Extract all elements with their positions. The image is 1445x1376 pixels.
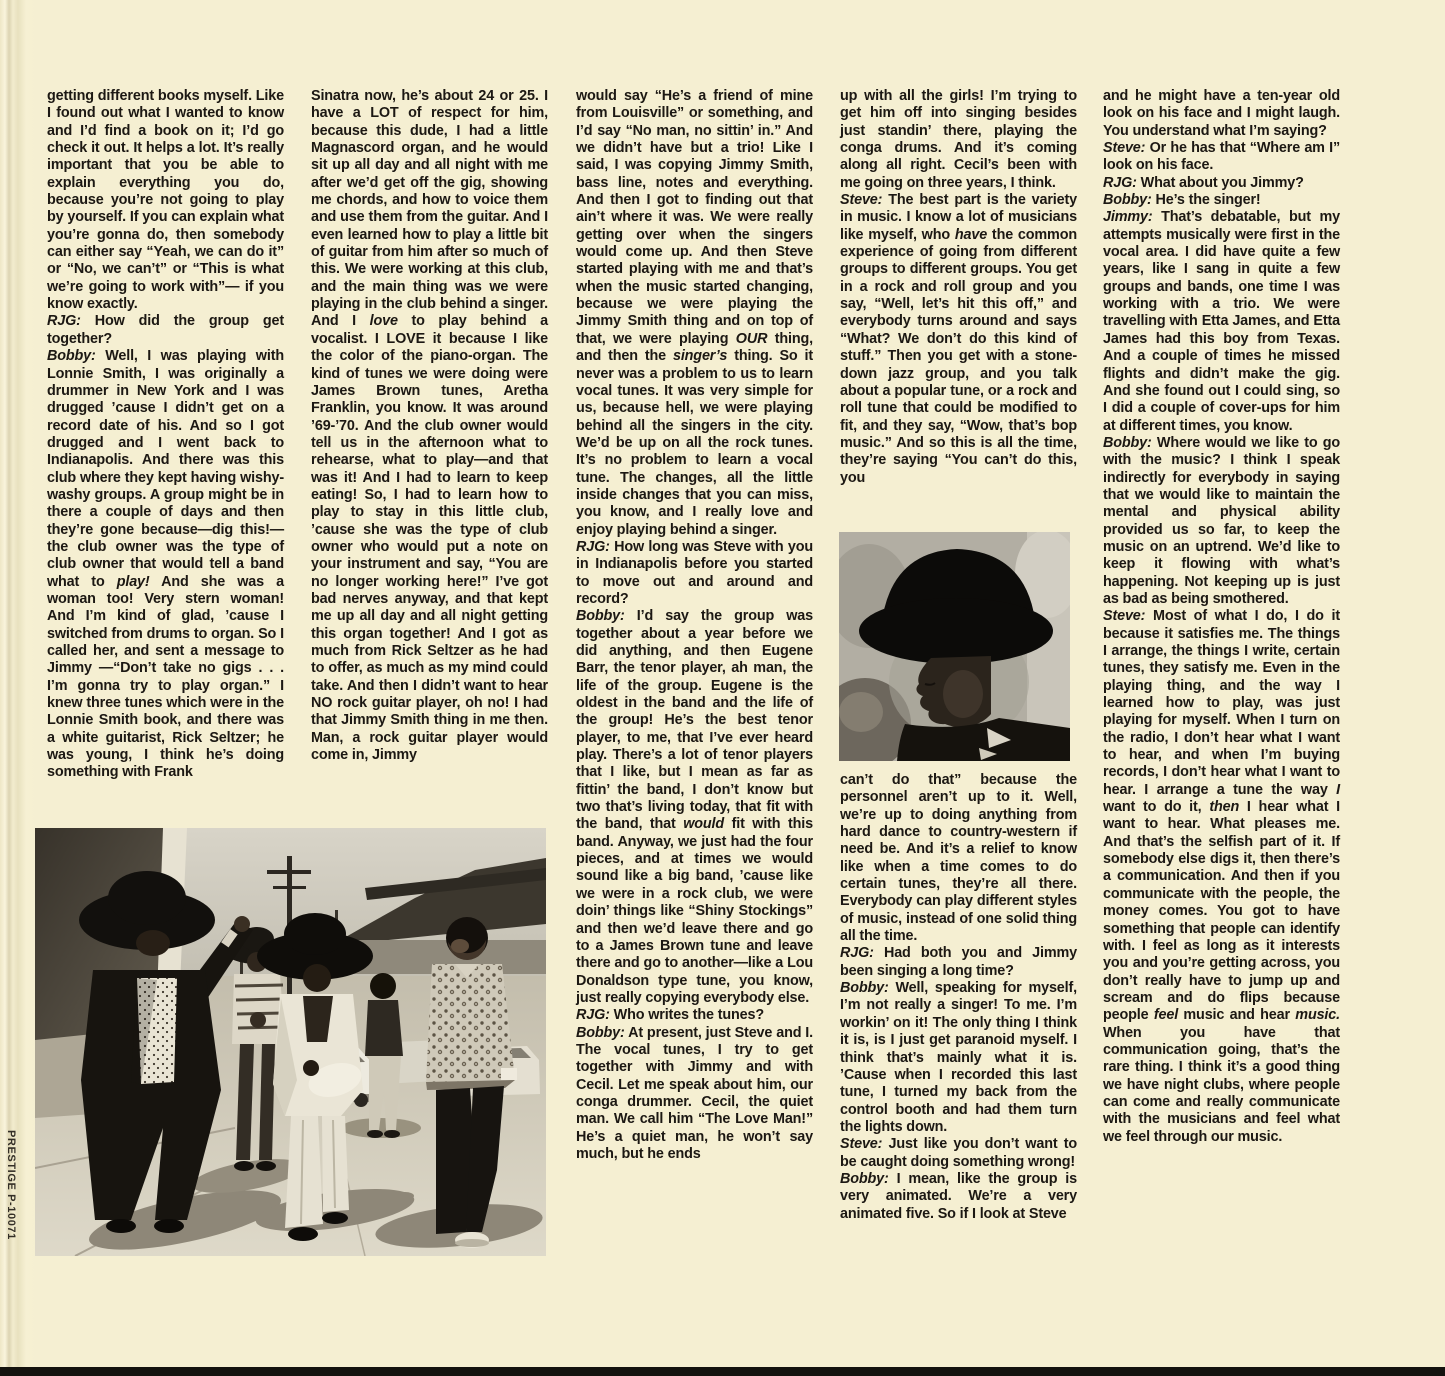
band-street-photo bbox=[35, 828, 546, 1256]
paragraph: RJG: What about you Jimmy? bbox=[1103, 174, 1304, 191]
paragraph: and he might have a ten-year old look on his face and I might laugh. You understand what I’m saying? bbox=[1103, 88, 1340, 139]
profile-hat-photo bbox=[839, 532, 1070, 761]
text-column-4-lower bbox=[840, 772, 1077, 1223]
paragraph: Sinatra now, he’s about 24 or 25. I have a LOT of respect for him, because this dude, I had a little Magnascord organ, and he would sit up all day and all night with me after we’d get off the gig, showing me chords, and how to voice them and use them from the guitar. And I even learned how to play a little bit of guitar from him after so much of this. We were working at this club, and the main thing was we were playing in the club behind a singer. And I love to play behind a vocalist. I LOVE it because I like the color of the piano-organ. The kind of tunes we were doing were James Brown tunes, Aretha Franklin, you know. It was around ’69-’70. And the club owner would tell us in the afternoon what to rehearse, what to play—and that was it! And I had to learn to keep eating! So, I had to learn how to play to stay in this little club, ’cause she was the type of club owner who would put a note on your instrument and say, “You are no longer working here!” I’ve got bad nerves anyway, and that kept me up all day and all night getting this organ together! And I got as much from Rick Seltzer as he had to offer, as much as my mind could take. And then I didn’t want to hear NO rock guitar player, oh no! I had that Jimmy Smith thing in me then. Man, a rock guitar player would come in, Jimmy bbox=[311, 88, 548, 764]
paragraph: Steve: Or he has that “Where am I” look on his face. bbox=[1103, 140, 1340, 174]
paragraph: Jimmy: That’s debatable, but my attempts musically were first in the vocal area. I did have quite a few years, like I sang in quite a few groups and bands, one time I was working with a trio. We were travelling with Etta James, and Etta James had this boy from Texas. And a couple of times he missed flights and didn’t make the gig. And she found out I could sing, so I did a couple of cover-ups for him at different times, you know. bbox=[1103, 209, 1340, 434]
paragraph: up with all the girls! I’m trying to get him off into singing besides just standin’ there, playing the conga drums. And it’s coming along all right. Cecil’s been with me going on three years, I think. bbox=[840, 88, 1077, 191]
text-column-1 bbox=[47, 88, 284, 782]
paragraph: Steve: The best part is the variety in music. I know a lot of musicians like myself, who have the common experience of going from different groups to different groups. You get in a rock and roll group and you say, “Well, let’s hit this off,” and everybody turns around and says “What? We don’t do this kind of stuff.” Then you get with a stone-down jazz group, and you talk about a popular tune, or a rock and roll tune that could be modified to fit, and they say, “Wow, that’s bop music.” And so this is all the time, they’re saying “You can’t do this, you bbox=[840, 192, 1077, 486]
text-column-4-upper bbox=[840, 88, 1077, 487]
text-column-2 bbox=[311, 88, 548, 764]
paragraph: RJG: Had both you and Jimmy been singing a long time? bbox=[840, 945, 1077, 979]
text-column-3 bbox=[576, 88, 813, 1163]
paragraph: Bobby: Well, speaking for myself, I’m not really a singer! To me. I’m workin’ on it! The only thing I think it is, is I just get paranoid myself. I think that’s mainly what it is. ’Cause when I recorded this last tune, I turned my back from the control booth and had them turn the lights down. bbox=[840, 980, 1077, 1135]
paragraph: Bobby: I’d say the group was together about a year before we did anything, and then Eugene Barr, the tenor player, ah man, the life of the group. Eugene is the oldest in the band and the life of the group! He’s the best tenor player, to me, that I’ve ever heard play. There’s a lot of tenor players that I like, but I mean as far as fittin’ the band, I don’t know but two that’s living today, that fit with the band, that would fit with this band. Anyway, we just had the four pieces, and at times we would sound like a big band, ’cause like we were in a rock club, we were doin’ things like “Shiny Stockings” and then we’d leave there and go to a James Brown tune and leave there and go to another—like a Lou Donaldson type tune, you know, just really copying everybody else. bbox=[576, 608, 813, 1006]
spine-catalog-number: PRESTIGE P-10071 bbox=[5, 1130, 17, 1240]
profile-photo-illustration bbox=[839, 532, 1070, 761]
paragraph: Bobby: I mean, like the group is very animated. We’re a very animated five. So if I look at Steve bbox=[840, 1170, 1077, 1222]
paragraph: Steve: Most of what I do, I do it because it satisfies me. The things I arrange, the things I write, certain tunes, they satisfy me. Even in the playing thing, and the way I learned how to play, was just playing for myself. When I turn on the radio, I don’t hear what I want to hear, and when I’m buying records, I don’t hear what I want to hear. I arrange a tune the way I want to do it, then I hear what I want to hear. What pleases me. And that’s the selfish part of it. If somebody else digs it, then there’s a communication. And then if you communicate with the people, the money comes. You got to have something that people can identify with. I feel as long as it interests you and you’re getting across, you don’t really have to jump up and scream and do flips because people feel music and hear music. When you have that communication going, that’s the rare thing. I think it’s a good thing we have night clubs, where people can come and really communicate with the musicians and feel what we feel through our music. bbox=[1103, 608, 1340, 1145]
paragraph: RJG: Who writes the tunes? bbox=[576, 1007, 765, 1024]
paragraph: getting different books myself. Like I found out what I wanted to know and I’d find a book on it; I’d go check it out. It helps a lot. It’s really important that you be able to explain everything you do, because you’re not going to play by yourself. If you can explain what you’re gonna do, then somebody can either say “Yeah, we can do it” or “No, we can’t” or “This is what we’re going to work with”— if you know exactly. bbox=[47, 88, 284, 313]
paragraph: RJG: How did the group get together? bbox=[47, 313, 284, 347]
paragraph: Bobby: Where would we like to go with the music? I think I speak indirectly for everybody in saying that we would like to maintain the mental and physical ability provided us so far, to keep the music on an uptrend. We’d like to keep it flowing with what’s happening. Not keeping up is just as bad as being smothered. bbox=[1103, 434, 1340, 607]
paragraph: would say “He’s a friend of mine from Louisville” or something, and I’d say “No man, no sittin’ in.” And we didn’t have but a trio! Like I said, I was copying Jimmy Smith, bass line, notes and everything. And then I got to finding out that ain’t where it was. We were really getting over when the singers would come up. And then Steve started playing with me and that’s when the music started changing, because we were playing the Jimmy Smith thing and on top of that, we were playing OUR thing, and then the singer’s thing. So it never was a problem to us to learn vocal tunes. It was very simple for us, because hell, we were playing behind all the singers in the city. We’d be up on all the rock tunes. It’s no problem to learn a vocal tune. The changes, all the little inside changes that you can miss, you know, and I really love and enjoy playing behind a singer. bbox=[576, 88, 814, 538]
scan-edge bbox=[0, 1367, 1445, 1376]
paragraph: Bobby: Well, I was playing with Lonnie Smith, I was originally a drummer in New York and I was drugged ’cause I didn’t get on a record date of his. And so I got drugged and I went back to Indianapolis. And there was this club where they kept having wishy-washy groups. A group might be in there a couple of days and then they’re gone because—dig this!—the club owner was the type of club owner that would tell a band what to play! And she was a woman too! Very stern woman! And I’m kind of glad, ’cause I switched from drums to organ. So I called her, and sent a message to Jimmy —“Don’t take no gigs . . . I’m gonna try to play organ.” I knew three tunes which were in the Lonnie Smith book, and there was a white guitarist, Rick Seltzer; he was young, I think he’s doing something with Frank bbox=[47, 348, 284, 781]
paragraph: Steve: Just like you don’t want to be caught doing something wrong! bbox=[840, 1136, 1077, 1170]
paragraph: Bobby: He’s the singer! bbox=[1103, 192, 1261, 209]
text-column-5 bbox=[1103, 88, 1340, 1146]
street-photo-illustration bbox=[35, 828, 546, 1256]
paragraph: can’t do that” because the personnel aren’t up to it. Well, we’re up to doing anything from hard dance to country-western if need be. And it’s a relief to know like when a time comes to do certain tunes, they’re all there. Everybody can play different styles of music, instead of one solid thing all the time. bbox=[840, 772, 1077, 945]
paragraph: RJG: How long was Steve with you in Indianapolis before you started to move out and around and record? bbox=[576, 538, 813, 607]
paragraph: Bobby: At present, just Steve and I. The vocal tunes, I try to get together with Jimmy and with Cecil. Let me speak about him, our conga drummer. Cecil, the quiet man. We call him “The Love Man!” He’s a quiet man, he won’t say much, but he ends bbox=[576, 1024, 813, 1162]
